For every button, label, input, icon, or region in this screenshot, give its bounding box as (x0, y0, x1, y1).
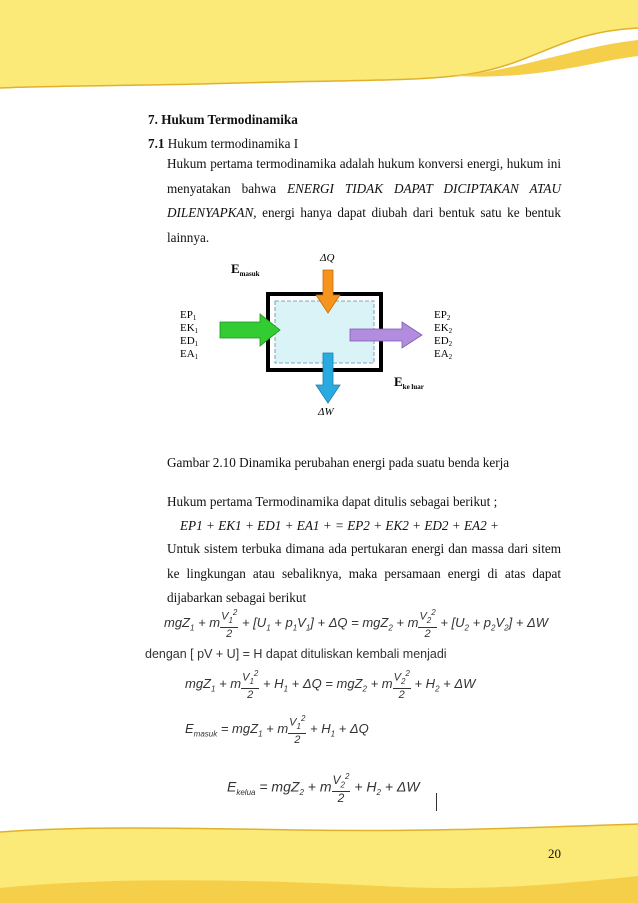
svg-text:ED1: ED1 (180, 335, 199, 348)
header-banner (0, 0, 638, 92)
output-energy-labels (434, 309, 453, 361)
svg-text:EP1: EP1 (180, 309, 197, 322)
svg-text:EA1: EA1 (180, 348, 199, 361)
e-keluar-label: $E_{ke luar}$ (394, 374, 424, 391)
subsection-number: 7.1 (148, 136, 165, 151)
intro-emphasis: ENERGI TIDAK DAPAT DICIPTAKAN ATAU DILENYAPKAN (167, 180, 561, 220)
section-heading: 7. Hukum Termodinamika (148, 112, 298, 127)
intro-text-2: , energi hanya dapat diubah dari bentuk satu ke bentuk lainnya. (167, 205, 561, 245)
svg-text:EK2: EK2 (434, 322, 453, 335)
figure-caption: Gambar 2.10 Dinamika perubahan energi pada suatu benda kerja (167, 455, 510, 470)
law-intro-text: Hukum pertama Termodinamika dapat ditulis sebagai berikut ; (167, 494, 498, 509)
svg-text:EP2: EP2 (434, 309, 451, 322)
svg-text:EK1: EK1 (180, 322, 199, 335)
equation-intro-text: dengan [ pV + U] = H dapat dituliskan kembali menjadi (145, 647, 447, 661)
svg-text:ED2: ED2 (434, 335, 453, 348)
svg-text:EA2: EA2 (434, 348, 453, 361)
e-masuk-label: $E_{masuk}$ (231, 261, 260, 278)
equation-4: $E_{kelua} = mgZ_2 + m$ $\frac{V_2^2}{2}$ + $H_2 + \Delta W$ (227, 772, 420, 806)
subsection-heading (148, 136, 298, 152)
equation-1: mgZ$_1$ + m $\frac{V_1^2}{2}$ + $[U_1 + p_1V_1] + \Delta Q = mgZ_2 + m$ $\frac{V_2^2}{2}$ + $[U_2 + p_2V_2] + \Delta W$ (164, 608, 549, 640)
intro-text-1: Hukum pertama termodinamika adalah hukum konversi energi, hukum ini menyatakan bahwa (167, 156, 561, 196)
intro-paragraph (167, 152, 561, 250)
input-energy-labels (180, 309, 199, 361)
equation-3: $E_{masuk} = mgZ_1 + m$ $\frac{V_1^2}{2}$ + $H_1 + \Delta Q$ (185, 714, 369, 746)
energy-balance-line: EP1 + EK1 + ED1 + EA1 + = EP2 + EK2 + ED2 + EA2 + (180, 518, 499, 533)
energy-diagram (180, 245, 460, 420)
delta-w-label: ΔW (318, 406, 334, 418)
page-number: 20 (548, 846, 561, 861)
subsection-title: Hukum termodinamika I (167, 136, 299, 151)
delta-q-label: ΔQ (320, 252, 335, 264)
equation-2: mgZ$_1$ + m $\frac{V_1^2}{2}$ + $H_1 + \Delta Q = mgZ_2 + m$ $\frac{V_2^2}{2}$ + $H_2 + \Delta W$ (185, 669, 476, 701)
footer-banner (0, 818, 638, 903)
open-system-paragraph: Untuk sistem terbuka dimana ada pertukaran energi dan massa dari sitem ke lingkungan atau sebaliknya, maka persamaan energi di atas dapat dijabarkan sebagai berikut (167, 541, 561, 605)
text-cursor (436, 793, 437, 811)
